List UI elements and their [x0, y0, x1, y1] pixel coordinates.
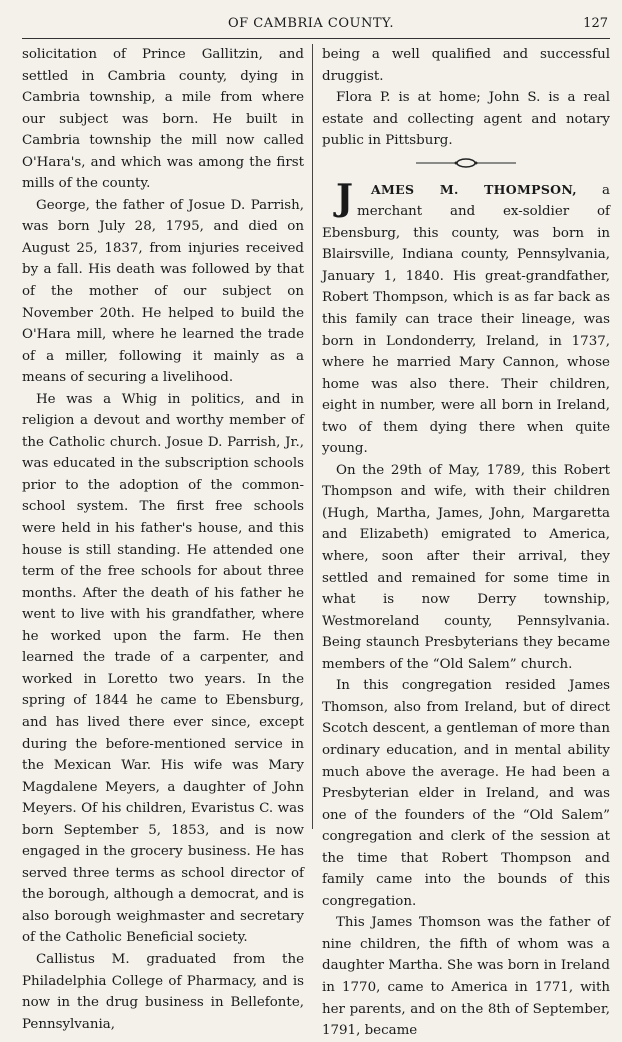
article-heading-name: AMES M. THOMPSON,	[371, 181, 577, 197]
header-rule	[22, 38, 610, 39]
section-ornament	[322, 155, 610, 173]
article-opening-text: a merchant and ex-soldier of Ebensburg, this county, was born in Blairsville, Indiana county, Pennsylvania, January 1, 1840. His great-grandfather, Robert Thompson, which is as far back as this family can trace their lineage, was born in Londonderry, Ireland, in 1737, where he married Mary Cannon, whose home was also there. Their children, eight in number, were all born in Ireland, two of them dying there when quite young.	[322, 182, 610, 457]
paragraph: Callistus M. graduated from the Philadelphia College of Pharmacy, and is now in the drug business in Bellefonte, Pennsylvania,	[22, 951, 304, 1032]
paragraph: Flora P. is at home; John S. is a real estate and collecting agent and notary public in Pittsburg.	[322, 90, 610, 149]
paragraph: This James Thomson was the father of nine children, the fifth of whom was a daughter Martha. She was born in Ireland in 1770, came to America in 1771, with her parents, and on the 8th of September, 1791, became	[322, 915, 610, 1039]
paragraph: being a well qualified and successful druggist.	[322, 47, 610, 84]
paragraph: solicitation of Prince Gallitzin, and settled in Cambria county, dying in Cambria township, a mile from where our subject was born. He built in Cambria township the mill now called O'Hara's, and which was among the first mills of the county.	[22, 47, 304, 192]
right-column	[322, 44, 610, 1042]
article-opening	[322, 176, 610, 460]
column-divider	[312, 44, 313, 829]
running-title: OF CAMBRIA COUNTY.	[227, 16, 395, 31]
paragraph: He was a Whig in politics, and in religion a devout and worthy member of the Catholic church. Josue D. Parrish, Jr., was educated in the subscription schools prior to the adoption of the common-school system. The first free schools were held in his father's house, and this house is still standing. He attended one term of the free schools for about three months. After the death of his father he went to live with his grandfather, where he worked upon the farm. He then learned the trade of a carpenter, and worked in Loretto two years. In the spring of 1844 he came to Ebensburg, and has lived there ever since, except during the before-mentioned service in the Mexican War. His wife was Mary Magdalene Meyers, a daughter of John Meyers. Of his children, Evaristus C. was born September 5, 1853, and is now engaged in the grocery business. He has served three terms as school director of the borough, although a democrat, and is also borough weighmaster and secretary of the Catholic Beneficial society.	[22, 391, 304, 946]
running-head	[0, 14, 622, 34]
paragraph: On the 29th of May, 1789, this Robert Thompson and wife, with their children (Hugh, Martha, James, John, Margaretta and Elizabeth) emigrated to America, where, soon after their arrival, they settled and remained for some time in what is now Derry township, Westmoreland county, Pennsylvania. Being staunch Presbyterians they became members of the “Old Salem” church.	[322, 462, 610, 672]
drop-cap: J	[336, 176, 354, 219]
paragraph: In this congregation resided James Thomson, also from Ireland, but of direct Scotch descent, a gentleman of more than ordinary education, and in mental ability much above the average. He had been a Presbyterian elder in Ireland, and was one of the founders of the “Old Salem” congregation and clerk of the session at the time that Robert Thompson and family came into the bounds of this congregation.	[322, 678, 610, 909]
paragraph: George, the father of Josue D. Parrish, was born July 28, 1795, and died on August 25, 1837, from injuries received by a fall. His death was followed by that of the mother of our subject on November 20th. He helped to build the O'Hara mill, where he learned the trade of a miller, following it mainly as a means of securing a livelihood.	[22, 197, 304, 386]
ornament-rule-icon	[416, 157, 516, 169]
left-column	[22, 44, 304, 1035]
page-number: 127	[583, 16, 608, 31]
